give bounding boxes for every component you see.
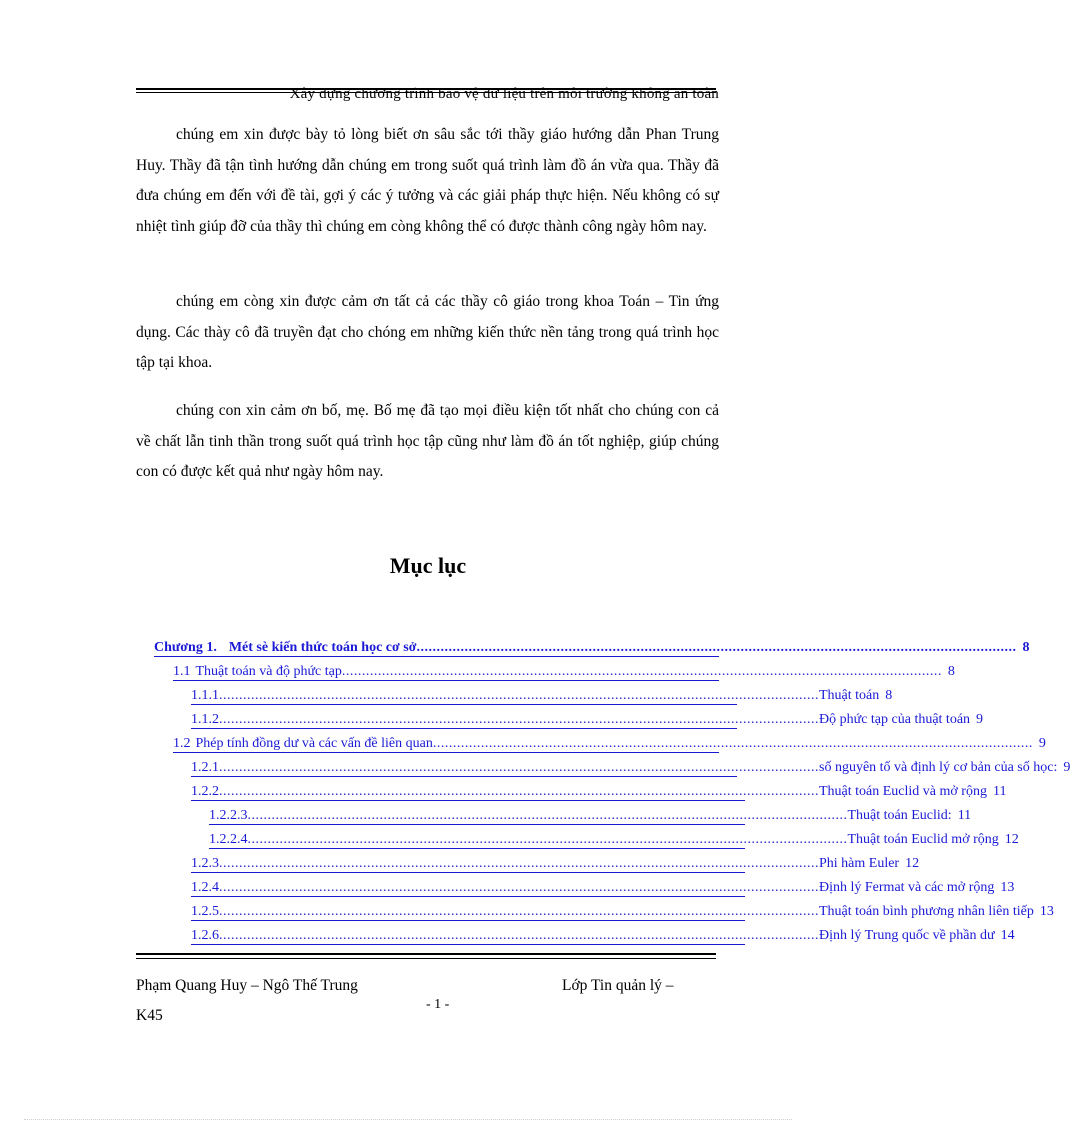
toc-entry-1-2-6[interactable] <box>191 926 1015 945</box>
toc-entry-page: 12 <box>1004 832 1019 847</box>
toc-entry-title: Phép tính đồng dư và các vấn đề liên quan <box>195 736 433 751</box>
toc-entry-number: 1.1.1 <box>191 688 219 703</box>
toc-entry-1-2-4[interactable] <box>191 878 1015 897</box>
toc-entry-title: Thuật toán bình phương nhân liên tiếp <box>819 904 1034 919</box>
acknowledgement-paragraph-2: chúng em còng xin được cảm ơn tất cả các thầy cô giáo trong khoa Toán – Tin ứng dụng. Các thày cô đã truyền đạt cho chóng em những kiến thức nền tảng trong quá trình học tập tại khoa. <box>136 293 719 371</box>
toc-entry-number: 1.2.3 <box>191 856 219 871</box>
footer-class-label: Lớp Tin quản lý – <box>562 977 674 994</box>
toc-entry-chapter-1[interactable] <box>154 638 1030 657</box>
footer-rule-thick <box>136 953 716 955</box>
toc-entry-title: Thuật toán Euclid và mở rộng <box>819 784 987 799</box>
toc-entry-page: 13 <box>1039 904 1054 919</box>
toc-entry-page: 9 <box>976 712 984 727</box>
toc-leader-dots: ...................................................................................................................................................... <box>219 856 819 871</box>
toc-entry-1-2-1[interactable] <box>191 758 1070 777</box>
toc-entry-number: 1.2.2.4 <box>209 832 248 847</box>
toc-leader-dots: ...................................................................................................................................................... <box>432 736 1033 751</box>
toc-entry-page: 8 <box>947 664 955 679</box>
toc-entry-page: 8 <box>885 688 893 703</box>
toc-entry-page: 12 <box>905 856 920 871</box>
footer-authors: Phạm Quang Huy – Ngô Thế Trung <box>136 977 358 994</box>
toc-entry-title: số nguyên tố và định lý cơ bản của số học: <box>819 760 1058 775</box>
toc-leader-dots: ...................................................................................................................................................... <box>247 832 848 847</box>
toc-heading: Mục lục <box>389 553 467 578</box>
footer-class-suffix: K45 <box>136 1007 163 1024</box>
toc-entry-title: Định lý Trung quốc về phần dư <box>819 928 995 943</box>
toc-leader-dots: ...................................................................................................................................................... <box>247 808 848 823</box>
toc-entry-number: 1.2.4 <box>191 880 219 895</box>
toc-leader-dots: ...................................................................................................................................................... <box>219 760 819 775</box>
toc-entry-number: 1.2.2 <box>191 784 219 799</box>
toc-entry-number: 1.2.5 <box>191 904 219 919</box>
acknowledgement-paragraph-1: chúng em xin được bày tỏ lòng biết ơn sâu sắc tới thầy giáo hướng dẫn Phan Trung Huy. Thầy đã tận tình hướng dẫn chúng em trong suốt quá trình làm đồ án vừa qua. Thầy đã đưa chúng em đến với đề tài, gợi ý các ý tưởng và các giải pháp thực hiện. Nếu không có sự nhiệt tình giúp đỡ của thầy thì chúng em còng không thể có được thành công ngày hôm nay. <box>136 126 719 235</box>
toc-entry-page: 13 <box>1000 880 1015 895</box>
toc-entry-1-2[interactable] <box>173 734 1046 753</box>
toc-entry-page: 8 <box>1022 640 1030 655</box>
toc-entry-title: Độ phức tạp của thuật toán <box>819 712 971 727</box>
toc-entry-title: Thuật toán và độ phức tạp <box>195 664 342 679</box>
toc-entry-title: Thuật toán <box>819 688 880 703</box>
toc-entry-1-2-2[interactable] <box>191 782 1007 801</box>
toc-leader-dots: ...................................................................................................................................................... <box>219 904 819 919</box>
toc-leader-dots: ...................................................................................................................................................... <box>219 688 819 703</box>
toc-leader-dots: ...................................................................................................................................................... <box>219 712 819 727</box>
toc-entry-page: 9 <box>1038 736 1046 751</box>
toc-leader-dots: ...................................................................................................................................................... <box>341 664 942 679</box>
toc-entry-1-2-5[interactable] <box>191 902 1054 921</box>
toc-entry-1-1-1[interactable] <box>191 686 893 705</box>
toc-leader-dots: ...................................................................................................................................................... <box>219 928 819 943</box>
toc-entry-page: 11 <box>992 784 1007 799</box>
footer-rule-thin <box>136 958 716 959</box>
toc-entry-title: Thuật toán Euclid: <box>847 808 952 823</box>
toc-entry-number: 1.2.1 <box>191 760 219 775</box>
toc-entry-number: 1.2.2.3 <box>209 808 248 823</box>
toc-entry-1-1-2[interactable] <box>191 710 984 729</box>
toc-entry-title: Mét sè kiến thức toán học cơ sở <box>228 640 417 655</box>
toc-entry-1-1[interactable] <box>173 662 955 681</box>
toc-entry-page: 9 <box>1063 760 1070 775</box>
toc-entry-number: 1.2 <box>173 736 191 751</box>
toc-entry-page: 11 <box>957 808 972 823</box>
toc-entry-1-2-2-4[interactable] <box>209 830 1019 849</box>
toc-leader-dots: ...................................................................................................................................................... <box>219 784 819 799</box>
toc-entry-number: 1.2.6 <box>191 928 219 943</box>
toc-leader-dots: ...................................................................................................................................................... <box>416 640 1017 655</box>
page-number: - 1 - <box>426 997 450 1012</box>
toc-entry-number: Chương 1. <box>154 640 217 655</box>
page-bottom-edge <box>24 1119 792 1120</box>
toc-entry-number: 1.1.2 <box>191 712 219 727</box>
toc-entry-number: 1.1 <box>173 664 191 679</box>
toc-entry-title: Thuật toán Euclid mở rộng <box>847 832 999 847</box>
toc-entry-title: Định lý Fermat và các mở rộng <box>819 880 995 895</box>
toc-entry-page: 14 <box>1000 928 1015 943</box>
toc-entry-title: Phi hàm Euler <box>819 856 900 871</box>
acknowledgement-paragraph-3: chúng con xin cảm ơn bố, mẹ. Bố mẹ đã tạo mọi điều kiện tốt nhất cho chúng con cả về chất lẫn tinh thần trong suốt quá trình học tập cũng như làm đồ án tốt nghiệp, giúp chúng con có được kết quả như ngày hôm nay. <box>136 402 719 480</box>
running-header-title: Xây dựng chương trình bảo vệ dữ liệu trên môi trường không an toàn <box>289 86 719 102</box>
toc-entry-1-2-2-3[interactable] <box>209 806 972 825</box>
toc-entry-1-2-3[interactable] <box>191 854 920 873</box>
toc-leader-dots: ...................................................................................................................................................... <box>219 880 819 895</box>
